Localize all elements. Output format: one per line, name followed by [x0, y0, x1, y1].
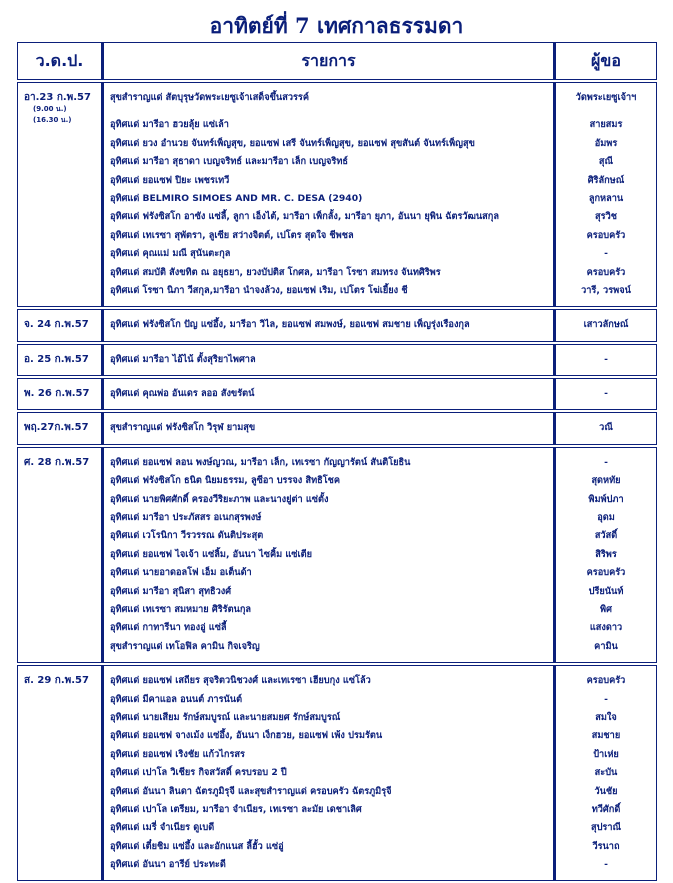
- intention-line: อุทิศแด่ นายพิศศักดิ์ ครองวีริยะภาพ และนางยู่ต่า แซ่ตั้ง: [110, 493, 329, 505]
- requester-name: ครอบครัว: [586, 567, 626, 579]
- items-cell: [102, 82, 555, 307]
- requester-name: ป้าเห่ย: [593, 748, 619, 760]
- date-cell: [17, 412, 102, 444]
- intention-line: อุทิศแด่ มารีอา ฮวยลุ้ย แซ่เล้า: [110, 119, 229, 131]
- requester-name: แสงดาว: [589, 622, 623, 634]
- header-requester: ผู้ขอ: [555, 42, 657, 80]
- items-cell: [102, 412, 555, 444]
- date-label: พฤ.27ก.พ.57: [24, 422, 89, 434]
- items-cell: [102, 447, 555, 663]
- intention-line: สุขสำราญแด่ ฟรังซิสโก วิรุฬ ยามสุข: [110, 422, 256, 434]
- requester-name: ครอบครัว: [586, 266, 626, 278]
- intention-line: อุทิศแด่ ยอแซฟ จางเม้ง แซ่อึ้ง, อันนา เง็กฮวย, ยอแซฟ เพ้ง ปรมรัตน: [110, 730, 383, 742]
- date-cell: [17, 665, 102, 881]
- intention-line: อุทิศแด่ เมรี่ จำเนียร ดูเบดี: [110, 822, 215, 834]
- requester-cell: [555, 378, 657, 410]
- requester-name: วารี, วรพจน์: [581, 284, 631, 296]
- intention-line: อุทิศแด่ เตี๋ยชิม แซ่อึ้ง และอักแนส ลี้ฮั้ว แซ่อู่: [110, 840, 284, 852]
- requester-name: พิศ: [600, 603, 612, 615]
- intention-line: อุทิศแด่ BELMIRO SIMOES AND MR. C. DESA (2940): [110, 192, 363, 204]
- intention-line: สุขสำราญแด่ สัตบุรุษวัดพระเยซูเจ้าเสด็จขึ้นสวรรค์: [110, 92, 309, 103]
- intention-line: อุทิศแด่ คุณพ่อ อันเดร ลออ สังขรัตน์: [110, 388, 255, 400]
- date-label: ศ. 28 ก.พ.57: [24, 456, 90, 468]
- intention-line: อุทิศแด่ เปาโล เตรียม, มารีอา จำเนียร, เทเรซา ละมัย เดชาเลิศ: [110, 803, 362, 815]
- intention-line: อุทิศแด่ มารีอา สุนิสา สุทธิวงศ์: [110, 585, 232, 597]
- requester-name: ปรียนันท์: [588, 585, 624, 597]
- date-cell: [17, 344, 102, 376]
- table-row: [17, 412, 657, 444]
- requester-name: อุดม: [597, 512, 615, 524]
- intention-line: อุทิศแด่ ยอแซฟ ลอน พงษ์ญวณ, มารีอา เล็ก, เทเรซา กัญญารัตน์ สันติโยธิน: [110, 456, 411, 468]
- requester-name: สุปราณี: [590, 822, 622, 834]
- requester-name: วัดพระเยซูเจ้าฯ: [575, 92, 637, 103]
- requester-cell: [555, 82, 657, 307]
- table-row: [17, 82, 657, 307]
- requester-cell: [555, 665, 657, 881]
- requester-name: ลูกหลาน: [588, 192, 624, 204]
- intention-line: อุทิศแด่ ยอแซฟ ไจเจ้า แซ่ลิ้ม, อันนา ไซคิ้ม แซ่เตีย: [110, 548, 313, 560]
- mass-time: (16.30 น.): [33, 116, 72, 124]
- requester-name: เสาวลักษณ์: [583, 319, 629, 331]
- intention-line: อุทิศแด่ คุณแม่ มณี สุนันตะกุล: [110, 248, 231, 260]
- intention-line: อุทิศแด่ ยอแซฟ ปิยะ เพชรเทวี: [110, 174, 230, 186]
- table-row: [17, 447, 657, 663]
- requester-name: -: [604, 353, 608, 365]
- requester-name: อัมพร: [594, 137, 618, 149]
- intention-line: อุทิศแด่ เปาโล วิเชียร กิจสวัสดิ์ ครบรอบ 2 ปี: [110, 767, 287, 779]
- intention-line: อุทิศแด่ ยอแซฟ เริงชัย แก้วไกรสร: [110, 748, 245, 760]
- intention-line: อุทิศแด่ โรซา นิภา วีสกุล,มารีอา นำจงล้วง, ยอแซฟ เริม, เปโตร โฆ่เยี้ยง ชี: [110, 284, 408, 296]
- intention-line: อุทิศแด่ เวโรนิกา วีรวรรณ ดันติประสุต: [110, 530, 264, 542]
- date-cell: [17, 447, 102, 663]
- table-row: [17, 344, 657, 376]
- requester-name: สายสมร: [589, 119, 623, 131]
- intention-line: อุทิศแด่ นายเสียม รักษ์สมบูรณ์ และนายสมยศ รักษ์สมบูรณ์: [110, 711, 341, 723]
- spacer: [110, 107, 553, 116]
- requester-name: สุณี: [598, 156, 614, 168]
- requester-name: -: [604, 456, 608, 468]
- requester-cell: [555, 344, 657, 376]
- requester-cell: [555, 412, 657, 444]
- date-label: อา.23 ก.พ.57: [24, 92, 91, 103]
- date-cell: [17, 378, 102, 410]
- requester-name: สวัสดิ์: [594, 530, 618, 542]
- table-row: [17, 309, 657, 341]
- intention-line: อุทิศแด่ อันนา อารีย์ ประทะดี: [110, 859, 226, 871]
- requester-name: คามิน: [594, 640, 618, 652]
- requester-name: -: [604, 388, 608, 400]
- intention-line: สุขสำราญแด่ เทโอฟิล คามิน กิจเจริญ: [110, 640, 260, 652]
- date-label: พ. 26 ก.พ.57: [24, 388, 90, 400]
- requester-name: วีรนาถ: [592, 840, 620, 852]
- header-items: รายการ: [102, 42, 555, 80]
- intention-line: อุทิศแด่ ฟรังซิสโก ธนิต นิยมธรรม, ลูซีอา บรรจง สิทธิโชค: [110, 475, 341, 487]
- requester-name: ครอบครัว: [586, 675, 626, 687]
- requester-name: สุรวิช: [595, 211, 617, 223]
- date-label: จ. 24 ก.พ.57: [24, 319, 89, 331]
- page-title: อาทิตย์ที่ 7 เทศกาลธรรมดา: [209, 13, 464, 38]
- requester-name: -: [604, 859, 608, 871]
- intention-line: อุทิศแด่ ยอแซฟ เสถียร สุจริตวนิชวงศ์ และเทเรซา เฮียบกุง แซ่โล้ว: [110, 675, 371, 687]
- table-header-row: [17, 42, 657, 80]
- mass-times: [18, 104, 101, 126]
- date-label: ส. 29 ก.พ.57: [24, 675, 89, 687]
- intention-line: อุทิศแด่ กาทารีนา ทองอู่ แซ่ลี้: [110, 622, 227, 634]
- intention-line: อุทิศแด่ เทเรซา สุพัตรา, ลูเซีย สว่างจิตต์, เปโตร สุดใจ ชีพชล: [110, 229, 354, 241]
- requester-name: สมใจ: [595, 711, 617, 723]
- date-label: อ. 25 ก.พ.57: [24, 353, 89, 365]
- requester-name: พิมพ์ปภา: [588, 493, 624, 505]
- intention-line: อุทิศแด่ ฟรังซิสโก ปัญ แซ่อึ้ง, มารีอา วิไล, ยอแซฟ สมพงษ์, ยอแซฟ สมชาย เพ็ญรุ่งเรืองกุล: [110, 319, 470, 331]
- items-cell: [102, 378, 555, 410]
- requester-name: -: [604, 693, 608, 705]
- date-cell: [17, 309, 102, 341]
- mass-intentions-table: [17, 40, 657, 883]
- intention-line: อุทิศแด่ สมบัติ สังขทิต ณ อยุธยา, ยวงบัปติส โกศล, มารีอา โรซา สมทรง จันทศิริพร: [110, 266, 441, 278]
- items-cell: [102, 344, 555, 376]
- requester-name: สะบัน: [594, 767, 618, 779]
- items-cell: [102, 309, 555, 341]
- requester-cell: [555, 309, 657, 341]
- table-row: [17, 378, 657, 410]
- requester-cell: [555, 447, 657, 663]
- requester-name: ทวีศักดิ์: [591, 803, 621, 815]
- intention-line: อุทิศแด่ อันนา ลินดา ฉัตรภูมิรุจี และสุขสำราญแด่ ครอบครัว ฉัตรภูมิรุจี: [110, 785, 392, 797]
- requester-name: -: [604, 248, 608, 260]
- table-body: [17, 82, 657, 881]
- intention-line: อุทิศแด่ มารีอา สุธาดา เบญจริทธ์ และมารีอา เล็ก เบญจริทธ์: [110, 156, 349, 168]
- mass-time: (9.00 น.): [33, 105, 67, 113]
- requester-name: ครอบครัว: [586, 229, 626, 241]
- date-cell: [17, 82, 102, 307]
- intention-line: อุทิศแด่ มีคาแอล อนนต์ ภารนันต์: [110, 693, 243, 705]
- intention-line: อุทิศแด่ ยวง อำนวย จันทร์เพ็ญสุข, ยอแซฟ เสรี จันทร์เพ็ญสุข, ยอแซฟ สุขสันต์ จันทร์เพ็ญสุข: [110, 137, 475, 149]
- header-date: ว.ด.ป.: [17, 42, 102, 80]
- intention-line: อุทิศแด่ ฟรังซิสโก อาซัง แซ่ลี้, ลูกา เอ็งไต้, มารีอา เพ็กลั้ง, มารีอา ยุภา, อันนา ยุพิน ฉัตรวัฒนสกุล: [110, 211, 499, 223]
- spacer: [556, 107, 656, 116]
- intention-line: อุทิศแด่ เทเรซา สมหมาย ศิริรัตนกุล: [110, 603, 252, 615]
- requester-name: สิริพร: [595, 548, 617, 560]
- requester-name: สมชาย: [591, 730, 621, 742]
- table-row: [17, 665, 657, 881]
- requester-name: วณี: [599, 422, 613, 434]
- requester-name: ศิริลักษณ์: [587, 174, 625, 186]
- intention-line: อุทิศแด่ มารีอา ประภัสสร อเนกสุรพงษ์: [110, 512, 262, 524]
- intention-line: อุทิศแด่ นายอาดอลโฟ เอ็ม อเต็นด้า: [110, 567, 252, 579]
- items-cell: [102, 665, 555, 881]
- intention-line: อุทิศแด่ มารีอา ไอ้ไน้ ตั้งสุริยาไพศาล: [110, 353, 256, 365]
- requester-name: สุดหทัย: [591, 475, 621, 487]
- requester-name: วันชัย: [594, 785, 618, 797]
